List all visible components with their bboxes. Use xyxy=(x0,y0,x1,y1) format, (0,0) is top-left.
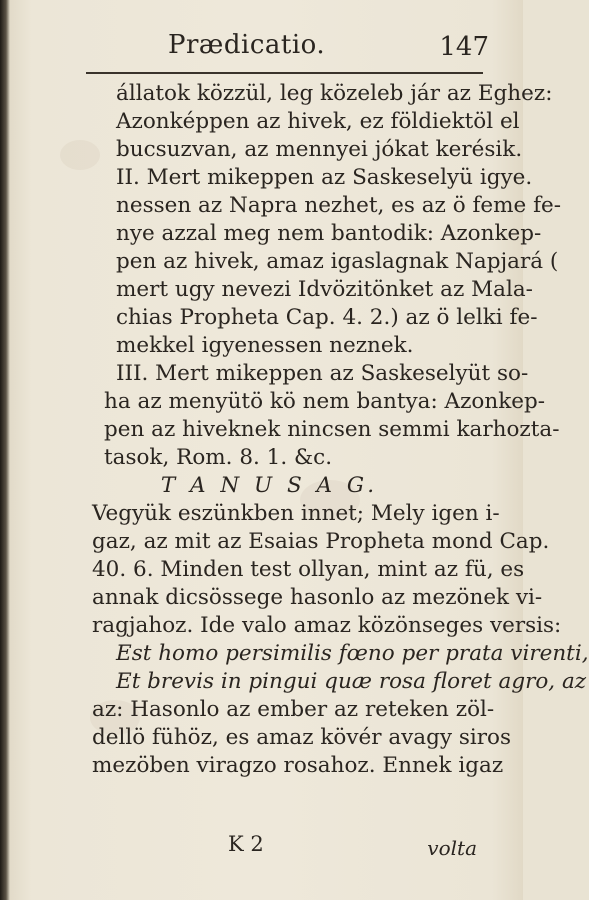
text-line: dellö fühöz, es amaz kövér avagy siros xyxy=(92,725,512,750)
text-line: II. Mert mikeppen az Saskeselyü igye. xyxy=(116,165,533,190)
text-line: az: Hasonlo az ember az reteken zöl- xyxy=(92,697,495,722)
running-title: Prædicatio. xyxy=(168,30,326,60)
text-line: nye azzal meg nem bantodik: Azonkep- xyxy=(116,221,542,246)
verse-line: Et brevis in pingui quæ rosa floret agro, az xyxy=(116,669,587,694)
text-line: chias Propheta Cap. 4. 2.) az ö lelki fe- xyxy=(116,305,538,330)
text-line: tasok, Rom. 8. 1. &c. xyxy=(104,445,333,470)
signature-mark: K 2 xyxy=(228,832,264,856)
text-line: Azonképpen az hivek, ez földiektöl el xyxy=(116,109,520,134)
text-line: bucsuzvan, az mennyei jókat kerésik. xyxy=(116,137,523,162)
text-line: annak dicsössege hasonlo az mezönek vi- xyxy=(92,585,543,610)
text-line: nessen az Napra nezhet, es az ö feme fe- xyxy=(116,193,562,218)
text-line: pen az hivek, amaz igaslagnak Napjará ( xyxy=(116,249,559,274)
text-line: ragjahoz. Ide valo amaz közönseges versis: xyxy=(92,613,562,638)
running-head xyxy=(140,30,489,66)
verse-line: Est homo persimilis fœno per prata virenti, xyxy=(116,641,589,666)
text-line: Vegyük eszünkben innet; Mely igen i- xyxy=(92,501,500,526)
text-line: gaz, az mit az Esaias Propheta mond Cap. xyxy=(92,529,550,554)
header-rule xyxy=(86,72,483,74)
text-line: mezöben viragzo rosahoz. Ennek igaz xyxy=(92,753,504,778)
text-line: ha az menyütö kö nem bantya: Azonkep- xyxy=(104,389,545,414)
catchword: volta xyxy=(427,836,477,860)
text-line: pen az hiveknek nincsen semmi karhozta- xyxy=(104,417,560,442)
section-heading: T A N U S A G. xyxy=(160,473,379,498)
binding-shadow xyxy=(0,0,10,900)
text-line: mekkel igyenessen neznek. xyxy=(116,333,414,358)
text-line: mert ugy nevezi Idvözitönket az Mala- xyxy=(116,277,533,302)
text-line: 40. 6. Minden test ollyan, mint az fü, es xyxy=(92,557,525,582)
text-line: III. Mert mikeppen az Saskeselyüt so- xyxy=(116,361,529,386)
text-line: állatok közzül, leg közeleb jár az Eghez: xyxy=(116,81,553,106)
body-text xyxy=(30,80,589,780)
page-number: 147 xyxy=(439,32,489,62)
